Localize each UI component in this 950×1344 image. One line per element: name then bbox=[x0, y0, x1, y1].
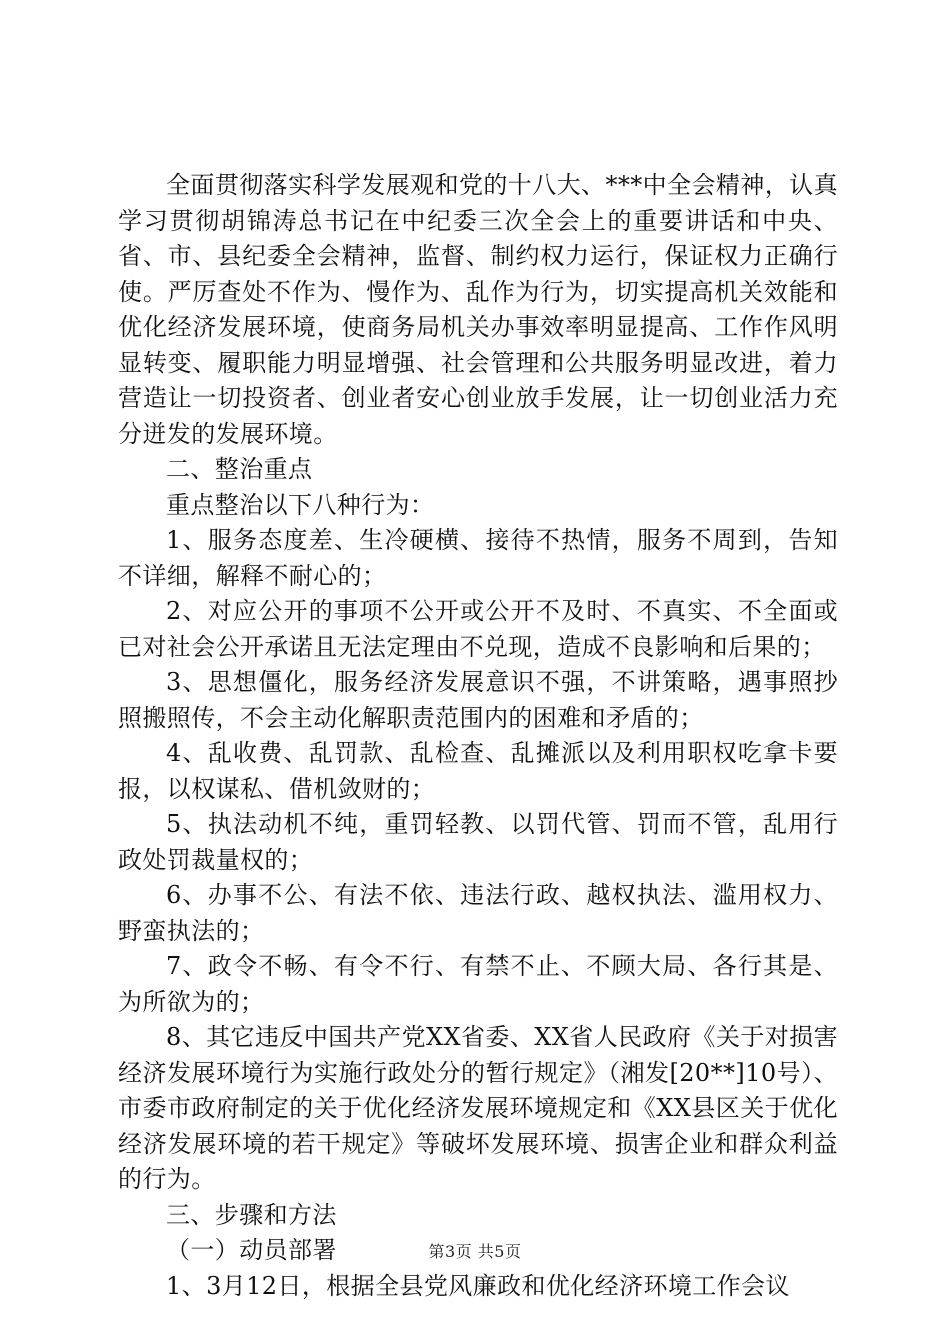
list-item-7: 7、政令不畅、有令不行、有禁不止、不顾大局、各行其是、为所欲为的； bbox=[118, 952, 838, 1016]
document-body bbox=[118, 168, 838, 1304]
list-item-3: 3、思想僵化，服务经济发展意识不强，不讲策略，遇事照抄照搬照传，不会主动化解职责范围内的困难和矛盾的； bbox=[118, 668, 838, 732]
subheading-mobilization: （一）动员部署 bbox=[166, 1236, 337, 1264]
list-item-4: 4、乱收费、乱罚款、乱检查、乱摊派以及利用职权吃拿卡要报，以权谋私、借机敛财的； bbox=[118, 739, 838, 803]
paragraph-step-1: 1、3月12日，根据全县党风廉政和优化经济环境工作会议 bbox=[166, 1271, 790, 1300]
paragraph-lead: 重点整治以下八种行为： bbox=[166, 490, 435, 519]
heading-section-3: 三、步骤和方法 bbox=[166, 1200, 337, 1229]
list-item-8: 8、其它违反中国共产党XX省委、XX省人民政府《关于对损害经济发展环境行为实施行政处分的暂行规定》（湘发[20**]10号）、市委市政府制定的关于优化经济发展环境规定和《XX县区关于优化经济发展环境的若干规定》等破坏发展环境、损害企业和群众利益的行为。 bbox=[118, 1023, 838, 1193]
heading-section-2: 二、整治重点 bbox=[166, 455, 313, 483]
list-item-6: 6、办事不公、有法不依、违法行政、越权执法、滥用权力、野蛮执法的； bbox=[118, 881, 838, 945]
list-item-1: 1、服务态度差、生冷硬横、接待不热情，服务不周到，告知不详细，解释不耐心的； bbox=[118, 526, 838, 590]
page-number: 第3页 共5页 bbox=[428, 1242, 522, 1261]
paragraph-intro: 全面贯彻落实科学发展观和党的十八大、***中全会精神，认真学习贯彻胡锦涛总书记在中纪委三次全会上的重要讲话和中央、省、市、县纪委全会精神，监督、制约权力运行，保证权力正确行使。严厉查处不作为、慢作为、乱作为行为，切实提高机关效能和优化经济发展环境，使商务局机关办事效率明显提高、工作作风明显转变、履职能力明显增强、社会管理和公共服务明显改进，着力营造让一切投资者、创业者安心创业放手发展，让一切创业活力充分迸发的发展环境。 bbox=[118, 171, 838, 448]
list-item-5: 5、执法动机不纯，重罚轻教、以罚代管、罚而不管，乱用行政处罚裁量权的； bbox=[118, 810, 838, 874]
list-item-2: 2、对应公开的事项不公开或公开不及时、不真实、不全面或已对社会公开承诺且无法定理由不兑现，造成不良影响和后果的； bbox=[118, 597, 838, 661]
page-footer bbox=[0, 1242, 950, 1262]
